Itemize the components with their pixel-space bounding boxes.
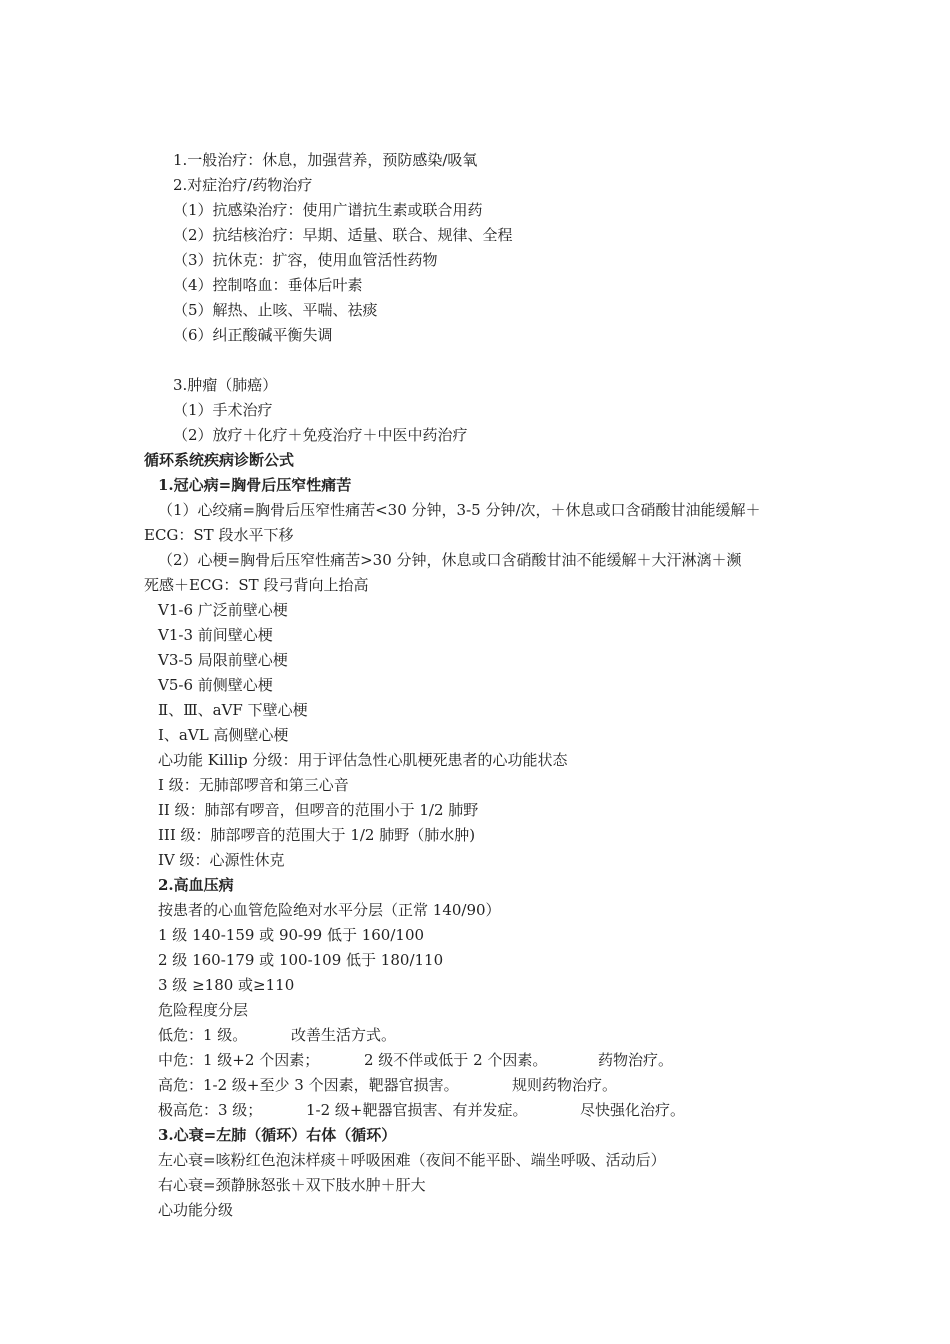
text-line: 3.肿瘤（肺癌） (173, 376, 278, 394)
text-line: V5-6 前侧壁心梗 (158, 676, 273, 694)
risk-treatment: 改善生活方式。 (291, 1026, 397, 1044)
text-line: 危险程度分层 (158, 1001, 249, 1019)
text-line: 心功能 Killip 分级：用于评估急性心肌梗死患者的心功能状态 (158, 751, 568, 769)
text-line: 2.对症治疗/药物治疗 (173, 176, 313, 194)
text-line: 死感＋ECG：ST 段弓背向上抬高 (144, 576, 369, 594)
risk-detail: 1-2 级+靶器官损害、有并发症。 (306, 1101, 528, 1119)
text-line: II 级：肺部有啰音，但啰音的范围小于 1/2 肺野 (158, 801, 479, 819)
text-line: （1）心绞痛=胸骨后压窄性痛苦<30 分钟，3-5 分钟/次，＋休息或口含硝酸甘油能缓解＋ (158, 501, 761, 519)
text-line: 左心衰=咳粉红色泡沫样痰＋呼吸困难（夜间不能平卧、端坐呼吸、活动后） (158, 1151, 666, 1169)
text-line: 1.一般治疗：休息，加强营养，预防感染/吸氧 (173, 151, 478, 169)
text-line: III 级：肺部啰音的范围大于 1/2 肺野（肺水肿) (158, 826, 476, 844)
text-line: IV 级：心源性休克 (158, 851, 285, 869)
text-line: ECG：ST 段水平下移 (144, 526, 294, 544)
text-line: （1）抗感染治疗：使用广谱抗生素或联合用药 (173, 201, 483, 219)
risk-level: 极高危：3 级； (158, 1101, 263, 1119)
risk-row (158, 1075, 617, 1095)
text-line: 1 级 140-159 或 90-99 低于 160/100 (158, 926, 425, 944)
text-line: （6）纠正酸碱平衡失调 (173, 326, 333, 344)
text-line: I 级：无肺部啰音和第三心音 (158, 776, 349, 794)
text-line: 按患者的心血管危险绝对水平分层（正常 140/90） (158, 901, 501, 919)
subsection-heading: 3.心衰=左肺（循环）右体（循环） (158, 1126, 397, 1144)
text-line: 3 级 ≥180 或≥110 (158, 976, 295, 994)
risk-row (158, 1050, 673, 1070)
text-line: 右心衰=颈静脉怒张＋双下肢水肿＋肝大 (158, 1176, 426, 1194)
text-line: （5）解热、止咳、平喘、祛痰 (173, 301, 378, 319)
subsection-heading: 1.冠心病=胸骨后压窄性痛苦 (158, 476, 352, 494)
risk-treatment: 规则药物治疗。 (512, 1076, 618, 1094)
text-line: （2）放疗＋化疗＋免疫治疗＋中医中药治疗 (173, 426, 468, 444)
text-line: 心功能分级 (158, 1201, 234, 1219)
text-line: Ⅱ、Ⅲ、aVF 下壁心梗 (158, 701, 308, 719)
risk-row (158, 1025, 396, 1045)
text-line: V3-5 局限前壁心梗 (158, 651, 288, 669)
text-line: （2）心梗=胸骨后压窄性痛苦>30 分钟，休息或口含硝酸甘油不能缓解＋大汗淋漓＋濒 (158, 551, 742, 569)
text-line: V1-3 前间壁心梗 (158, 626, 273, 644)
risk-level: 高危：1-2 级+至少 3 个因素，靶器官损害。 (158, 1076, 459, 1094)
text-line: （1）手术治疗 (173, 401, 273, 419)
section-heading: 循环系统疾病诊断公式 (144, 451, 295, 469)
text-line: V1-6 广泛前壁心梗 (158, 601, 288, 619)
risk-treatment: 药物治疗。 (598, 1051, 674, 1069)
text-line: （4）控制咯血：垂体后叶素 (173, 276, 363, 294)
risk-level: 中危：1 级+2 个因素； (158, 1051, 320, 1069)
risk-row (158, 1100, 685, 1120)
risk-detail: 2 级不伴或低于 2 个因素。 (364, 1051, 548, 1069)
text-line: （2）抗结核治疗：早期、适量、联合、规律、全程 (173, 226, 513, 244)
text-line: I、aVL 高侧壁心梗 (158, 726, 289, 744)
text-line: 2 级 160-179 或 100-109 低于 180/110 (158, 951, 444, 969)
risk-level: 低危：1 级。 (158, 1026, 248, 1044)
text-line: （3）抗休克：扩容，使用血管活性药物 (173, 251, 438, 269)
subsection-heading: 2.高血压病 (158, 876, 234, 894)
risk-treatment: 尽快强化治疗。 (580, 1101, 686, 1119)
